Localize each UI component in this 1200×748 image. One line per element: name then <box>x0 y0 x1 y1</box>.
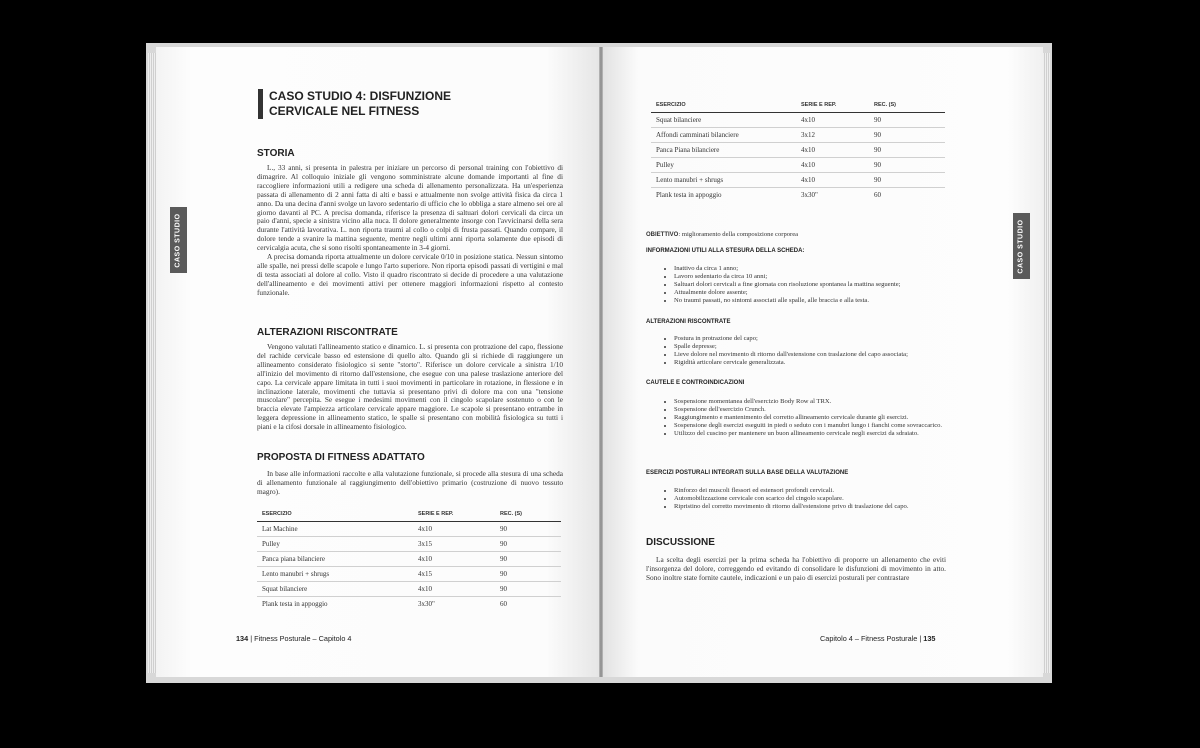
table-cell: 4x10 <box>796 158 869 173</box>
table-cell: 90 <box>869 158 945 173</box>
table-cell: 90 <box>495 567 561 582</box>
list-item: • Sospensione momentanea dell'esercizio Body Row al TRX. <box>674 398 1004 406</box>
table-row <box>257 582 561 597</box>
alterazioni-paragraph: Vengono valutati l'allineamento statico e dinamico. L. si presenta con protrazione del capo, flessione del rachide cervicale basso ed estensione di quello alto. Quando gli si richiede di raggiungere un allineamento considerato fisiologico si sente "storto". Riferisce un dolore cervicale a sinistra 1/10 all'inizio del movimento di ritorno dall'estensione, che esegue con una palese traslazione anteriore del capo. La cervicale appare limitata in tutti i suoi movimenti in particolare in rotazione, in flessione e in inclinazione laterale, movimenti che tuttavia si presentano privi di dolore ma con una "tensione muscolare" percepita. Se eseguе i medesimi movimenti con il cingolo scapolare sostenuto o con le braccia elevate l'ampiezza articolare cervicale appare maggiore. Le scapole si presentano entrambe in leggera depressione in allineamento statico, le spalle si presentano con mobilità fisiologica su tutti i piani e la cifosi dorsale in allineamento fisiologico. <box>257 342 563 432</box>
info-list <box>658 265 1004 305</box>
table-cell: 3x15 <box>413 537 495 552</box>
table-row <box>651 128 945 143</box>
heading-esercizi-posturali: ESERCIZI POSTURALI INTEGRATI SULLA BASE DELLA VALUTAZIONE <box>646 470 849 476</box>
table-cell: Squat bilanciere <box>651 113 796 128</box>
table-cell: 90 <box>869 128 945 143</box>
list-item: • Utilizzo del cuscino per mantenere un buon allineamento cervicale negli esercizi da sdraiato. <box>674 430 1004 438</box>
table-cell: 3x30" <box>418 600 435 608</box>
table-row <box>257 567 561 582</box>
section-tab-left <box>170 207 187 273</box>
list-item: • Ripristino del corretto movimento di ritorno dall'estensione privo di traslazione del capo. <box>674 503 1004 511</box>
heading-discussione: DISCUSSIONE <box>646 537 715 548</box>
heading-proposta: PROPOSTA DI FITNESS ADATTATO <box>257 452 425 463</box>
section-tab-label: CASO STUDIO <box>1018 218 1025 274</box>
table-cell: Plank testa in appoggio <box>656 191 722 199</box>
obiettivo-text: : miglioramento della composizione corporea <box>678 231 799 238</box>
alterazioni-list <box>658 335 1004 367</box>
column-header-esercizio: ESERCIZIO <box>651 100 796 113</box>
column-header-serie: SERIE E REP. <box>413 509 495 522</box>
column-header-rec: REC. (S) <box>869 100 945 113</box>
table-cell: Panca Piana bilanciere <box>651 143 796 158</box>
heading-info: INFORMAZIONI UTILI ALLA STESURA DELLA SCHEDA: <box>646 248 805 254</box>
storia-paragraph-1: L., 33 anni, si presenta in palestra per iniziare un percorso di personal training con l'obiettivo di dimagrire. Al colloquio iniziale gli vengono somministrate alcune domande importanti al fine di raccogliere informazioni utili a redigere una scheda di allenamento personalizzata. Ha un'esperienza passata di allenamento di 2 anni fatta di alti e bassi e attualmente non svolge attività fisica da circa 1 anno. Da una decina d'anni svolge un lavoro sedentario di ufficio che lo obbliga a stare almeno sei ore al giorno davanti al PC. A precisa domanda, riferisce la presenza di saltuari dolori cervicali da circa un paio d'anni, specie a sinistra vicino alla nuca. Il dolore generalmente insorge con l'avvicinarsi della sera durante l'attività lavorativa. L. non riporta traumi al collo o colpi di frusta passati. Quando compare, il dolore tende a svanire la mattina seguente, mentre negli ultimi anni riporta solamente due episodi di cervicalgia acuta, che si sono risolti spontaneamente in 3-4 giorni. <box>257 163 563 253</box>
heading-alterazioni-right: ALTERAZIONI RISCONTRATE <box>646 319 731 325</box>
chapter-title-line-2: CERVICALE NEL FITNESS <box>269 104 420 118</box>
table-cell: 90 <box>495 552 561 567</box>
page-number: 135 <box>923 634 936 643</box>
list-item: • Automobilizzazione cervicale con scarico del cingolo scapolare. <box>674 495 1004 503</box>
list-item: • Lieve dolore nel movimento di ritorno dall'estensione con traslazione del capo associata; <box>674 351 1004 359</box>
list-item: • Saltuari dolori cervicali a fine giornata con risoluzione spontanea la mattina seguente; <box>674 281 1004 289</box>
table-cell: 90 <box>869 143 945 158</box>
column-header-esercizio: ESERCIZIO <box>257 509 413 522</box>
table-cell: 4x10 <box>796 113 869 128</box>
table-cell: 90 <box>495 582 561 597</box>
exercise-table-left <box>257 509 561 611</box>
discussione-text <box>646 556 946 583</box>
list-item: • Rinforzo dei muscoli flessori ed estensori profondi cervicali. <box>674 487 1004 495</box>
obiettivo-label: OBIETTIVO <box>646 232 679 238</box>
table-header-row <box>651 100 945 113</box>
storia-text <box>257 164 563 298</box>
alterazioni-text <box>257 343 563 432</box>
table-cell: 90 <box>869 113 945 128</box>
column-header-serie: SERIE E REP. <box>796 100 869 113</box>
list-item: • No traumi passati, no sintomi associati alle spalle, alle braccia e alla testa. <box>674 297 1004 305</box>
table-cell: Lento manubri + shrugs <box>257 567 413 582</box>
page-number: 134 <box>236 634 249 643</box>
list-item: • Sospensione degli esercizi eseguiti in piedi o seduto con i manubri lungo i fianchi come sovraccarico. <box>674 422 1004 430</box>
table-header-row <box>257 509 561 522</box>
list-item: • Postura in protrazione del capo; <box>674 335 1004 343</box>
heading-cautele: CAUTELE E CONTROINDICAZIONI <box>646 380 745 386</box>
chapter-title-line-1: CASO STUDIO 4: DISFUNZIONE <box>269 89 452 103</box>
table-cell: 4x10 <box>796 143 869 158</box>
list-item: • Rigidità articolare cervicale generalizzata. <box>674 359 1004 367</box>
table-cell: Affondi camminati bilanciere <box>651 128 796 143</box>
table-cell: Squat bilanciere <box>257 582 413 597</box>
table-row <box>257 552 561 567</box>
section-tab-label: CASO STUDIO <box>175 212 182 268</box>
table-row <box>651 158 945 173</box>
table-cell: 60 <box>874 191 881 199</box>
table-cell: Lat Machine <box>257 522 413 537</box>
table-cell: 90 <box>495 537 561 552</box>
storia-paragraph-2: A precisa domanda riporta attualmente un dolore cervicale 0/10 in posizione statica. Nessun sintomo alle spalle, nei pressi delle scapole e lungo l'arto superiore. Non riporta episodi passati di vertigini e mal di testa associati al dolore al collo. Visto il quadro riscontrato si decide di procedere a una valutazione dell'allineamento e dei movimenti attivi per ottenere maggiori informazioni rispetto al contesto funzionale. <box>257 252 563 297</box>
list-item: • Raggiungimento e mantenimento del corretto allineamento cervicale durante gli esercizi. <box>674 414 1004 422</box>
table-cell: 90 <box>869 173 945 188</box>
right-page-edges <box>1042 53 1050 673</box>
left-page <box>156 47 599 677</box>
table-cell: 90 <box>495 522 561 537</box>
table-cell: Lento manubri + shrugs <box>651 173 796 188</box>
table-row <box>257 537 561 552</box>
running-footer: Capitolo 4 – Fitness Posturale | <box>820 634 924 643</box>
list-item: • Attualmente dolore assente; <box>674 289 1004 297</box>
proposta-paragraph: In base alle informazioni raccolte e alla valutazione funzionale, si procede alla stesura di una scheda di allenamento funzionale al raggiungimento dell'obiettivo primario (costruzione di nuovo tessuto magro). <box>257 469 563 496</box>
table-cell: 4x15 <box>413 567 495 582</box>
column-header-rec: REC. (S) <box>495 509 561 522</box>
right-page <box>603 47 1043 677</box>
heading-alterazioni: ALTERAZIONI RISCONTRATE <box>257 327 398 338</box>
table-cell: 4x10 <box>413 522 495 537</box>
discussione-paragraph: La scelta degli esercizi per la prima scheda ha l'obiettivo di proporre un allenamento che eviti l'insorgenza del dolore, correggendo ed evitando di consolidare le disfunzioni di movimento in atto. Sono inoltre state fornite cautele, indicazioni e un paio di esercizi posturali per contrastare <box>646 555 946 582</box>
table-cell: 60 <box>500 600 507 608</box>
table-cell: 4x10 <box>796 173 869 188</box>
table-row <box>257 597 561 612</box>
open-book <box>146 43 1052 683</box>
proposta-text <box>257 470 563 497</box>
running-footer: | Fitness Posturale – Capitolo 4 <box>248 634 352 643</box>
esercizi-list <box>658 487 1004 511</box>
table-cell: 4x10 <box>413 582 495 597</box>
table-row <box>651 113 945 128</box>
table-row <box>257 522 561 537</box>
table-cell: 3x30" <box>801 191 818 199</box>
exercise-table-right <box>651 100 945 202</box>
table-cell: 3x12 <box>796 128 869 143</box>
cautele-list <box>658 398 1004 438</box>
table-cell: Pulley <box>651 158 796 173</box>
list-item: • Spalle depresse; <box>674 343 1004 351</box>
table-cell: Panca piana bilanciere <box>257 552 413 567</box>
list-item: • Inattivo da circa 1 anno; <box>674 265 1004 273</box>
chapter-title <box>258 89 451 119</box>
left-page-edges <box>148 53 156 673</box>
page-footer-right <box>820 634 935 643</box>
section-tab-right <box>1013 213 1030 279</box>
table-row <box>651 188 945 203</box>
list-item: • Lavoro sedentario da circa 10 anni; <box>674 273 1004 281</box>
heading-storia: STORIA <box>257 148 295 159</box>
table-cell: Pulley <box>257 537 413 552</box>
table-row <box>651 143 945 158</box>
page-footer-left <box>236 634 351 643</box>
obiettivo-line <box>646 231 798 238</box>
table-row <box>651 173 945 188</box>
table-cell: Plank testa in appoggio <box>262 600 328 608</box>
table-cell: 4x10 <box>413 552 495 567</box>
list-item: • Sospensione dell'esercizio Crunch. <box>674 406 1004 414</box>
